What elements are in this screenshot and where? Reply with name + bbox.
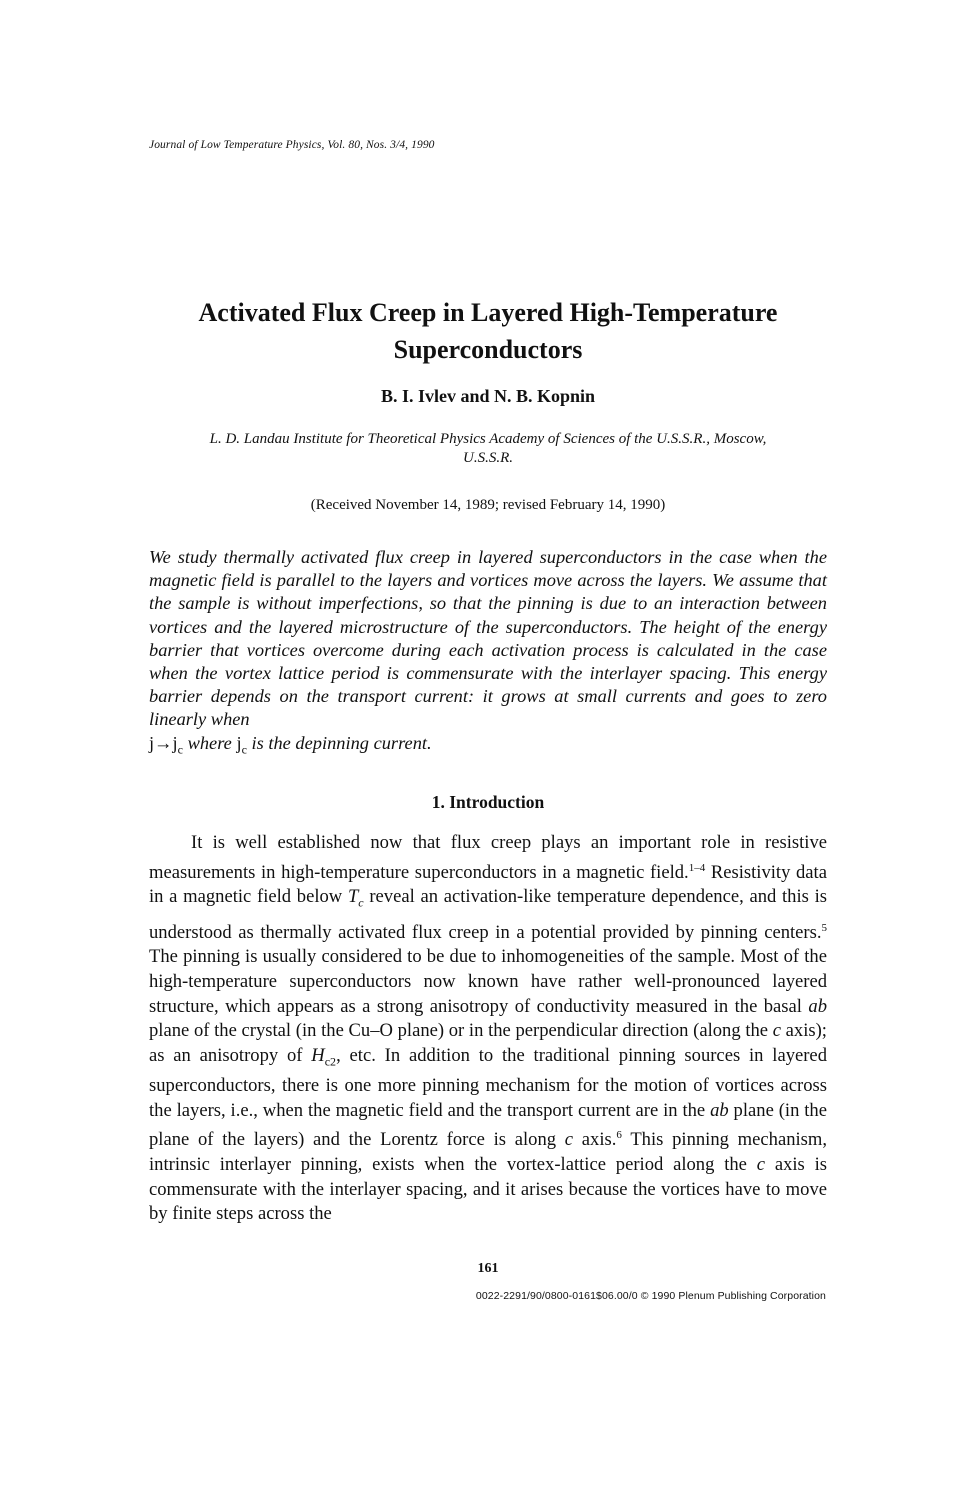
intro-text-11: axis is commensurate with the interlayer spacing, and it arises because the vortices have to move by finite steps across the <box>149 1154 827 1225</box>
math-jc-2-base: j <box>236 732 242 753</box>
math-c-3: c <box>756 1154 766 1176</box>
paper-title <box>100 294 876 368</box>
arrow-symbol: → <box>154 732 173 753</box>
math-Hc2-sub: c2 <box>324 1054 337 1069</box>
abstract-text: We study thermally activated flux creep in layered superconductors in the case when the magnetic field is parallel to the layers and vortices move across the layers. We assume that the sample is without imperfections, so that the pinning is due to an interaction between vortices and the layered microstructure of the superconductors. The height of the energy barrier that vortices overcome during each activation process is calculated in the case when the vortex lattice period is commensurate with the interlayer spacing. This energy barrier depends on the transport current: it grows at small currents and goes to zero linearly when <box>149 547 827 730</box>
affiliation-line-1: L. D. Landau Institute for Theoretical Physics Academy of Sciences of the U.S.S.R., Moscow, <box>209 431 767 447</box>
intro-text-5: plane of the crystal (in the Cu–O plane) or in the perpendicular direction (along the <box>149 1020 773 1042</box>
citation-6: 6 <box>616 1129 622 1142</box>
intro-text-6: axis); as an anisotropy of <box>149 1020 827 1066</box>
intro-text-1: It is well established now that flux creep plays an important role in resistive measurements in high-temperature superconductors in a magnetic field. <box>149 832 827 883</box>
math-jc-2-sub: c <box>241 742 247 757</box>
math-ab-2: ab <box>710 1099 729 1121</box>
journal-citation: Journal of Low Temperature Physics, Vol. 80, Nos. 3/4, 1990 <box>149 139 435 151</box>
affiliation-line-2: U.S.S.R. <box>463 450 513 466</box>
introduction-paragraph <box>149 831 827 1227</box>
math-jc <box>172 732 183 757</box>
math-jc-sub: c <box>177 742 183 757</box>
abstract-where: where <box>182 732 237 753</box>
abstract-paragraph <box>149 546 827 762</box>
paper-title-line-2: Superconductors <box>393 335 583 364</box>
math-jc-2 <box>236 732 247 757</box>
math-Tc-base: T <box>347 886 359 908</box>
math-Tc-sub: c <box>358 896 364 911</box>
citation-1-4: 1–4 <box>688 861 706 874</box>
math-c-1: c <box>772 1020 781 1042</box>
abstract <box>149 546 827 762</box>
math-ab-1: ab <box>808 995 827 1017</box>
intro-text-2: Resistivity data in a magnetic field below <box>149 861 827 908</box>
section-heading-introduction: 1. Introduction <box>431 792 545 812</box>
author-affiliation <box>149 430 827 468</box>
footer-copyright: 0022-2291/90/0800-0161$06.00/0 © 1990 Plenum Publishing Corporation <box>475 1290 826 1302</box>
abstract-tail: is the depinning current. <box>246 732 432 753</box>
intro-text-4: The pinning is usually considered to be due to inhomogeneities of the sample. Most of the high-temperature superconductors now known have rather well-pronounced layered structure, which appears as a strong anisotropy of conductivity measured in the basal <box>149 946 827 1017</box>
math-Tc <box>347 886 364 911</box>
intro-text-7: , etc. In addition to the traditional pinning sources in layered superconductors, there is one more pinning mechanism for the motion of vortices across the layers, i.e., when the magnetic field and the transport current are in the <box>149 1044 827 1121</box>
paper-title-line-1: Activated Flux Creep in Layered High-Temperature <box>198 298 778 327</box>
intro-text-10: This pinning mechanism, intrinsic interlayer pinning, exists when the vortex-lattice period along the <box>149 1129 828 1176</box>
page-number: 161 <box>477 1261 499 1276</box>
introduction-body <box>149 831 827 1227</box>
intro-text-8: plane (in the plane of the layers) and the Lorentz force is along <box>149 1099 827 1151</box>
intro-text-9: axis. <box>573 1129 617 1151</box>
citation-5: 5 <box>821 921 827 934</box>
intro-text-3: reveal an activation-like temperature dependence, and this is understood as thermally activated flux creep in a potential provided by pinning centers. <box>149 886 827 943</box>
math-Hc2 <box>311 1044 337 1069</box>
author-list: B. I. Ivlev and N. B. Kopnin <box>380 386 596 406</box>
math-c-2: c <box>564 1129 574 1151</box>
math-jc-base: j <box>172 732 178 753</box>
received-dates: (Received November 14, 1989; revised February 14, 1990) <box>310 497 666 513</box>
math-j: j <box>149 732 155 753</box>
math-Hc2-base: H <box>311 1044 325 1066</box>
